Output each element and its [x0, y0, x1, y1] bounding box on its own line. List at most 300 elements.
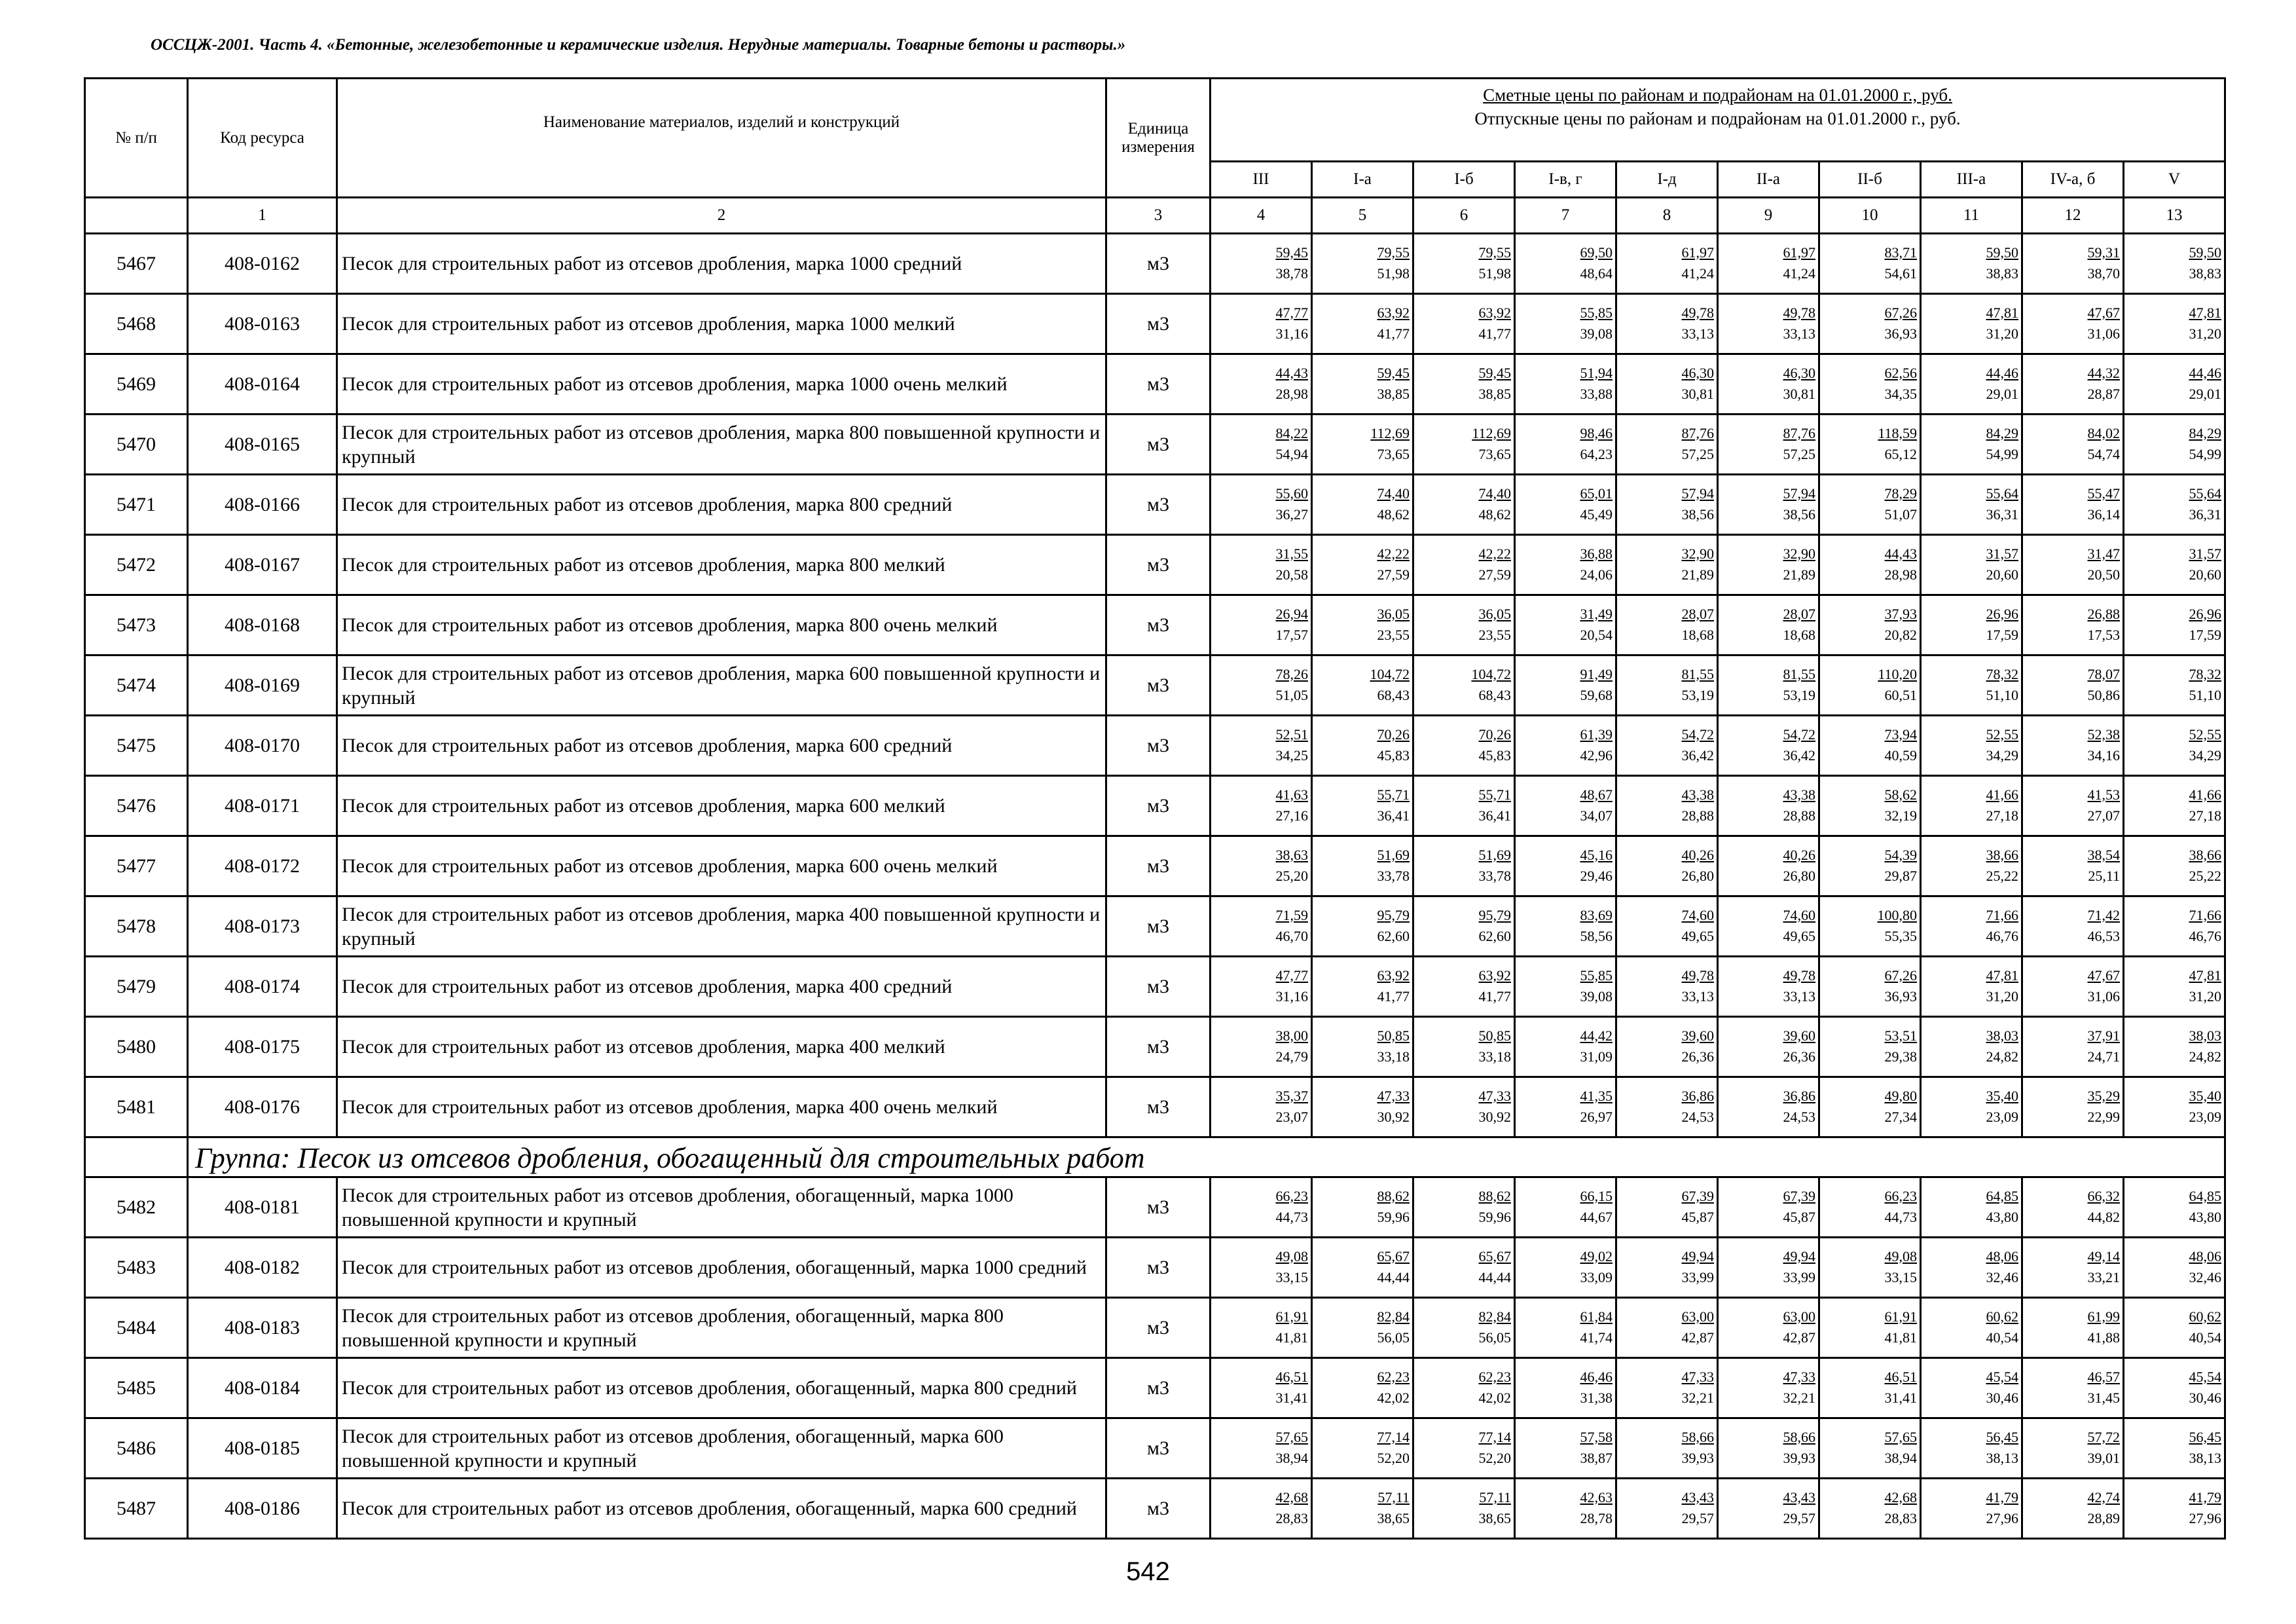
release-price: 28,89	[2087, 1509, 2120, 1526]
estimate-price: 38,63	[1275, 846, 1308, 863]
estimate-price: 47,77	[1275, 304, 1308, 321]
release-price: 38,83	[2189, 265, 2221, 282]
release-price: 26,80	[1681, 867, 1714, 884]
release-price: 28,83	[1884, 1509, 1917, 1526]
price-cell	[1921, 957, 2022, 1017]
price-cell	[2022, 836, 2124, 896]
release-price: 38,78	[1275, 265, 1308, 282]
price-cell	[1921, 1017, 2022, 1077]
release-price: 31,16	[1275, 325, 1308, 342]
price-cell	[1312, 1418, 1413, 1479]
estimate-price: 61,91	[1275, 1308, 1308, 1325]
row-index: 5468	[85, 294, 188, 354]
row-index: 5475	[85, 716, 188, 776]
estimate-price: 73,94	[1884, 726, 1917, 743]
price-cell	[1515, 1238, 1616, 1298]
resource-code: 408-0185	[188, 1418, 337, 1479]
price-cell	[1718, 475, 1819, 535]
estimate-price: 57,65	[1275, 1428, 1308, 1445]
release-price: 51,98	[1478, 265, 1511, 282]
estimate-price: 74,60	[1681, 906, 1714, 923]
estimate-price: 56,45	[1986, 1428, 2018, 1445]
estimate-price: 40,26	[1681, 846, 1714, 863]
row-index: 5474	[85, 655, 188, 716]
estimate-price: 110,20	[1878, 665, 1917, 682]
release-price: 41,24	[1681, 265, 1714, 282]
material-name: Песок для строительных работ из отсевов дробления, марка 400 мелкий	[337, 1017, 1106, 1077]
estimate-price: 44,46	[2189, 364, 2221, 381]
release-price: 44,44	[1377, 1268, 1410, 1285]
price-cell	[1616, 1238, 1718, 1298]
price-cell	[1616, 1358, 1718, 1418]
price-cell	[1312, 1017, 1413, 1077]
estimate-price: 37,91	[2087, 1027, 2120, 1044]
table-row	[85, 294, 2225, 354]
release-price: 24,79	[1275, 1048, 1308, 1065]
price-cell	[1819, 535, 1921, 595]
release-price: 65,12	[1884, 445, 1917, 462]
price-cell	[1616, 957, 1718, 1017]
release-price: 33,13	[1681, 325, 1714, 342]
estimate-price: 36,05	[1377, 605, 1410, 622]
resource-code: 408-0181	[188, 1177, 337, 1238]
material-name: Песок для строительных работ из отсевов дробления, марка 800 мелкий	[337, 535, 1106, 595]
unit-of-measure: м3	[1106, 535, 1211, 595]
release-price: 36,42	[1783, 747, 1815, 764]
estimate-price: 39,60	[1783, 1027, 1815, 1044]
price-cell	[1921, 595, 2022, 655]
price-cell	[2022, 294, 2124, 354]
price-cell	[1819, 716, 1921, 776]
release-price: 28,98	[1275, 385, 1308, 402]
release-price: 73,65	[1478, 445, 1511, 462]
price-cell	[1616, 415, 1718, 475]
price-cell	[2022, 1298, 2124, 1358]
table-row	[85, 1418, 2225, 1479]
resource-code: 408-0175	[188, 1017, 337, 1077]
release-price: 38,85	[1478, 385, 1511, 402]
estimate-price: 47,81	[1986, 304, 2018, 321]
estimate-price: 49,94	[1681, 1247, 1714, 1264]
estimate-price: 88,62	[1377, 1187, 1410, 1204]
release-price: 51,10	[2189, 686, 2221, 703]
release-price: 28,88	[1681, 807, 1714, 824]
table-row	[85, 1177, 2225, 1238]
estimate-price: 35,40	[2189, 1087, 2221, 1104]
price-cell	[1413, 1077, 1515, 1137]
price-cell	[1921, 535, 2022, 595]
estimate-price: 82,84	[1377, 1308, 1410, 1325]
release-price: 17,53	[2087, 626, 2120, 643]
resource-code: 408-0169	[188, 655, 337, 716]
price-cell	[1413, 535, 1515, 595]
release-price: 17,57	[1275, 626, 1308, 643]
price-cell	[2022, 1358, 2124, 1418]
estimate-price: 62,56	[1884, 364, 1917, 381]
estimate-price: 54,72	[1681, 726, 1714, 743]
estimate-price: 98,46	[1580, 424, 1613, 441]
price-cell	[2022, 776, 2124, 836]
unit-of-measure: м3	[1106, 776, 1211, 836]
header-name: Наименование материалов, изделий и конструкций	[337, 79, 1106, 198]
estimate-price: 84,22	[1275, 424, 1308, 441]
price-cell	[1211, 836, 1312, 896]
column-number-row	[85, 198, 2225, 234]
estimate-price: 47,81	[1986, 967, 2018, 984]
estimate-price: 32,90	[1783, 545, 1815, 562]
release-price: 18,68	[1681, 626, 1714, 643]
estimate-price: 57,11	[1479, 1488, 1511, 1505]
price-cell	[1312, 475, 1413, 535]
estimate-price: 42,74	[2087, 1488, 2120, 1505]
price-cell	[1515, 234, 1616, 294]
release-price: 33,88	[1580, 385, 1613, 402]
release-price: 45,83	[1377, 747, 1410, 764]
estimate-price: 74,40	[1377, 485, 1410, 502]
row-index: 5478	[85, 896, 188, 957]
price-cell	[1312, 896, 1413, 957]
estimate-price: 83,69	[1580, 906, 1613, 923]
unit-of-measure: м3	[1106, 1238, 1211, 1298]
release-price: 38,65	[1377, 1509, 1410, 1526]
estimate-price: 81,55	[1681, 665, 1714, 682]
column-number: 6	[1413, 198, 1515, 234]
release-price: 30,46	[2189, 1389, 2221, 1406]
estimate-price: 47,33	[1478, 1087, 1511, 1104]
release-price: 68,43	[1377, 686, 1410, 703]
material-name: Песок для строительных работ из отсевов дробления, марка 800 очень мелкий	[337, 595, 1106, 655]
release-price: 58,56	[1580, 927, 1613, 944]
price-cell	[1718, 234, 1819, 294]
price-cell	[1312, 957, 1413, 1017]
estimate-price: 70,26	[1478, 726, 1511, 743]
release-price: 36,93	[1884, 325, 1917, 342]
table-row	[85, 1017, 2225, 1077]
estimate-price: 67,39	[1783, 1187, 1815, 1204]
estimate-price: 53,51	[1884, 1027, 1917, 1044]
estimate-price: 47,67	[2087, 967, 2120, 984]
estimate-price: 31,57	[1986, 545, 2018, 562]
material-name: Песок для строительных работ из отсевов дробления, марка 1000 мелкий	[337, 294, 1106, 354]
release-price: 20,60	[2189, 566, 2221, 583]
estimate-price: 49,08	[1884, 1247, 1917, 1264]
estimate-price: 26,96	[2189, 605, 2221, 622]
release-price: 62,60	[1478, 927, 1511, 944]
release-price: 52,20	[1478, 1449, 1511, 1466]
estimate-price: 47,81	[2189, 304, 2221, 321]
release-price: 42,02	[1377, 1389, 1410, 1406]
price-cell	[1312, 234, 1413, 294]
estimate-price: 71,42	[2087, 906, 2120, 923]
header-prices-estimate: Сметные цены по районам и подрайонам на 01.01.2000 г., руб.	[1483, 85, 1952, 105]
estimate-price: 41,35	[1580, 1087, 1613, 1104]
release-price: 45,87	[1783, 1208, 1815, 1225]
price-table	[84, 77, 2226, 1540]
estimate-price: 55,60	[1275, 485, 1308, 502]
price-cell	[1211, 1479, 1312, 1539]
estimate-price: 32,90	[1681, 545, 1714, 562]
row-index: 5476	[85, 776, 188, 836]
price-cell	[1616, 294, 1718, 354]
resource-code: 408-0184	[188, 1358, 337, 1418]
estimate-price: 31,47	[2087, 545, 2120, 562]
estimate-price: 52,38	[2087, 726, 2120, 743]
estimate-price: 70,26	[1377, 726, 1410, 743]
price-cell	[1211, 1077, 1312, 1137]
estimate-price: 41,79	[1986, 1488, 2018, 1505]
estimate-price: 91,49	[1580, 665, 1613, 682]
estimate-price: 67,39	[1681, 1187, 1714, 1204]
price-cell	[1616, 234, 1718, 294]
release-price: 59,68	[1580, 686, 1613, 703]
release-price: 40,54	[1986, 1329, 2018, 1346]
estimate-price: 43,38	[1783, 786, 1815, 803]
price-cell	[1718, 1479, 1819, 1539]
price-cell	[2124, 475, 2225, 535]
price-cell	[1211, 655, 1312, 716]
release-price: 18,68	[1783, 626, 1815, 643]
release-price: 23,55	[1478, 626, 1511, 643]
release-price: 26,97	[1580, 1108, 1613, 1125]
release-price: 38,13	[1986, 1449, 2018, 1466]
price-cell	[1921, 1298, 2022, 1358]
column-number: 1	[188, 198, 337, 234]
estimate-price: 112,69	[1370, 424, 1410, 441]
table-row	[85, 716, 2225, 776]
release-price: 20,58	[1275, 566, 1308, 583]
material-name: Песок для строительных работ из отсевов дробления, марка 600 мелкий	[337, 776, 1106, 836]
price-cell	[1211, 896, 1312, 957]
row-index: 5481	[85, 1077, 188, 1137]
unit-of-measure: м3	[1106, 234, 1211, 294]
price-cell	[1413, 234, 1515, 294]
estimate-price: 61,39	[1580, 726, 1613, 743]
release-price: 34,25	[1275, 747, 1308, 764]
estimate-price: 118,59	[1878, 424, 1917, 441]
release-price: 59,96	[1478, 1208, 1511, 1225]
estimate-price: 46,46	[1580, 1368, 1613, 1385]
estimate-price: 71,66	[1986, 906, 2018, 923]
release-price: 27,18	[1986, 807, 2018, 824]
unit-of-measure: м3	[1106, 1358, 1211, 1418]
estimate-price: 31,55	[1275, 545, 1308, 562]
release-price: 48,62	[1478, 506, 1511, 523]
price-cell	[2124, 957, 2225, 1017]
estimate-price: 38,00	[1275, 1027, 1308, 1044]
release-price: 51,98	[1377, 265, 1410, 282]
release-price: 41,77	[1377, 325, 1410, 342]
material-name: Песок для строительных работ из отсевов дробления, марка 800 средний	[337, 475, 1106, 535]
estimate-price: 38,66	[1986, 846, 2018, 863]
release-price: 40,59	[1884, 747, 1917, 764]
price-cell	[1413, 1358, 1515, 1418]
price-cell	[1718, 415, 1819, 475]
price-cell	[1211, 957, 1312, 1017]
price-cell	[2022, 535, 2124, 595]
release-price: 51,10	[1986, 686, 2018, 703]
price-cell	[1211, 415, 1312, 475]
price-cell	[1718, 716, 1819, 776]
group-title: Группа: Песок из отсевов дробления, обогащенный для строительных работ	[188, 1137, 2225, 1177]
price-cell	[1515, 655, 1616, 716]
unit-of-measure: м3	[1106, 716, 1211, 776]
estimate-price: 49,78	[1783, 967, 1815, 984]
unit-of-measure: м3	[1106, 957, 1211, 1017]
release-price: 36,14	[2087, 506, 2120, 523]
estimate-price: 71,59	[1275, 906, 1308, 923]
release-price: 33,18	[1478, 1048, 1511, 1065]
estimate-price: 47,33	[1377, 1087, 1410, 1104]
price-cell	[2022, 1077, 2124, 1137]
estimate-price: 95,79	[1377, 906, 1410, 923]
price-cell	[2124, 1077, 2225, 1137]
release-price: 41,81	[1275, 1329, 1308, 1346]
estimate-price: 78,26	[1275, 665, 1308, 682]
estimate-price: 55,85	[1580, 967, 1613, 984]
release-price: 39,93	[1681, 1449, 1714, 1466]
release-price: 55,35	[1884, 927, 1917, 944]
price-cell	[1312, 836, 1413, 896]
estimate-price: 39,60	[1681, 1027, 1714, 1044]
release-price: 50,86	[2087, 686, 2120, 703]
estimate-price: 57,72	[2087, 1428, 2120, 1445]
price-cell	[2022, 595, 2124, 655]
estimate-price: 49,02	[1580, 1247, 1613, 1264]
resource-code: 408-0174	[188, 957, 337, 1017]
price-cell	[1819, 1418, 1921, 1479]
estimate-price: 78,32	[2189, 665, 2221, 682]
estimate-price: 45,54	[1986, 1368, 2018, 1385]
column-number: 3	[1106, 198, 1211, 234]
estimate-price: 81,55	[1783, 665, 1815, 682]
price-cell	[1211, 1177, 1312, 1238]
table-row	[85, 595, 2225, 655]
estimate-price: 42,68	[1884, 1488, 1917, 1505]
estimate-price: 43,38	[1681, 786, 1714, 803]
estimate-price: 55,71	[1478, 786, 1511, 803]
release-price: 48,64	[1580, 265, 1613, 282]
resource-code: 408-0165	[188, 415, 337, 475]
release-price: 38,94	[1884, 1449, 1917, 1466]
estimate-price: 61,84	[1580, 1308, 1613, 1325]
unit-of-measure: м3	[1106, 1418, 1211, 1479]
estimate-price: 64,85	[2189, 1187, 2221, 1204]
release-price: 28,78	[1580, 1509, 1613, 1526]
price-cell	[1515, 896, 1616, 957]
price-cell	[1211, 1418, 1312, 1479]
estimate-price: 42,63	[1580, 1488, 1613, 1505]
estimate-price: 49,94	[1783, 1247, 1815, 1264]
estimate-price: 42,22	[1377, 545, 1410, 562]
resource-code: 408-0183	[188, 1298, 337, 1358]
price-cell	[2124, 415, 2225, 475]
price-cell	[1921, 294, 2022, 354]
estimate-price: 59,31	[2087, 244, 2120, 261]
price-cell	[1211, 1358, 1312, 1418]
region-header: II-б	[1819, 162, 1921, 198]
release-price: 56,05	[1478, 1329, 1511, 1346]
price-cell	[1819, 1017, 1921, 1077]
row-index: 5472	[85, 535, 188, 595]
price-cell	[1819, 896, 1921, 957]
release-price: 24,82	[1986, 1048, 2018, 1065]
column-number: 7	[1515, 198, 1616, 234]
estimate-price: 52,55	[2189, 726, 2221, 743]
release-price: 40,54	[2189, 1329, 2221, 1346]
release-price: 25,22	[1986, 867, 2018, 884]
estimate-price: 48,06	[1986, 1247, 2018, 1264]
estimate-price: 67,26	[1884, 967, 1917, 984]
release-price: 41,77	[1478, 325, 1511, 342]
release-price: 39,01	[2087, 1449, 2120, 1466]
column-number: 10	[1819, 198, 1921, 234]
price-cell	[1819, 1479, 1921, 1539]
price-cell	[1718, 1298, 1819, 1358]
table-row	[85, 1479, 2225, 1539]
price-cell	[1515, 354, 1616, 415]
release-price: 28,98	[1884, 566, 1917, 583]
estimate-price: 82,84	[1478, 1308, 1511, 1325]
price-cell	[1312, 1479, 1413, 1539]
estimate-price: 77,14	[1478, 1428, 1511, 1445]
price-cell	[1819, 294, 1921, 354]
price-cell	[1718, 354, 1819, 415]
estimate-price: 63,00	[1681, 1308, 1714, 1325]
release-price: 49,65	[1783, 927, 1815, 944]
row-index: 5487	[85, 1479, 188, 1539]
table-row	[85, 234, 2225, 294]
release-price: 27,18	[2189, 807, 2221, 824]
price-cell	[2022, 957, 2124, 1017]
estimate-price: 38,66	[2189, 846, 2221, 863]
price-cell	[1312, 1077, 1413, 1137]
price-cell	[1718, 1177, 1819, 1238]
price-cell	[1921, 776, 2022, 836]
release-price: 41,88	[2087, 1329, 2120, 1346]
material-name: Песок для строительных работ из отсевов дробления, марка 400 очень мелкий	[337, 1077, 1106, 1137]
price-cell	[1819, 1298, 1921, 1358]
release-price: 26,36	[1681, 1048, 1714, 1065]
release-price: 31,20	[2189, 325, 2221, 342]
estimate-price: 57,94	[1681, 485, 1714, 502]
price-cell	[2124, 1177, 2225, 1238]
release-price: 17,59	[1986, 626, 2018, 643]
release-price: 23,07	[1275, 1108, 1308, 1125]
release-price: 26,80	[1783, 867, 1815, 884]
price-cell	[1515, 1017, 1616, 1077]
price-cell	[2124, 1479, 2225, 1539]
release-price: 31,16	[1275, 987, 1308, 1005]
release-price: 24,53	[1783, 1108, 1815, 1125]
estimate-price: 67,26	[1884, 304, 1917, 321]
price-cell	[1515, 1479, 1616, 1539]
estimate-price: 87,76	[1783, 424, 1815, 441]
release-price: 44,67	[1580, 1208, 1613, 1225]
table-row	[85, 1077, 2225, 1137]
table-row	[85, 1358, 2225, 1418]
estimate-price: 79,55	[1377, 244, 1410, 261]
release-price: 33,15	[1884, 1268, 1917, 1285]
price-cell	[1211, 294, 1312, 354]
estimate-price: 42,22	[1478, 545, 1511, 562]
price-cell	[1413, 475, 1515, 535]
release-price: 33,13	[1783, 325, 1815, 342]
release-price: 32,21	[1681, 1389, 1714, 1406]
release-price: 17,59	[2189, 626, 2221, 643]
material-name: Песок для строительных работ из отсевов дробления, марка 800 повышенной крупности и крупный	[337, 415, 1106, 475]
estimate-price: 58,62	[1884, 786, 1917, 803]
resource-code: 408-0176	[188, 1077, 337, 1137]
